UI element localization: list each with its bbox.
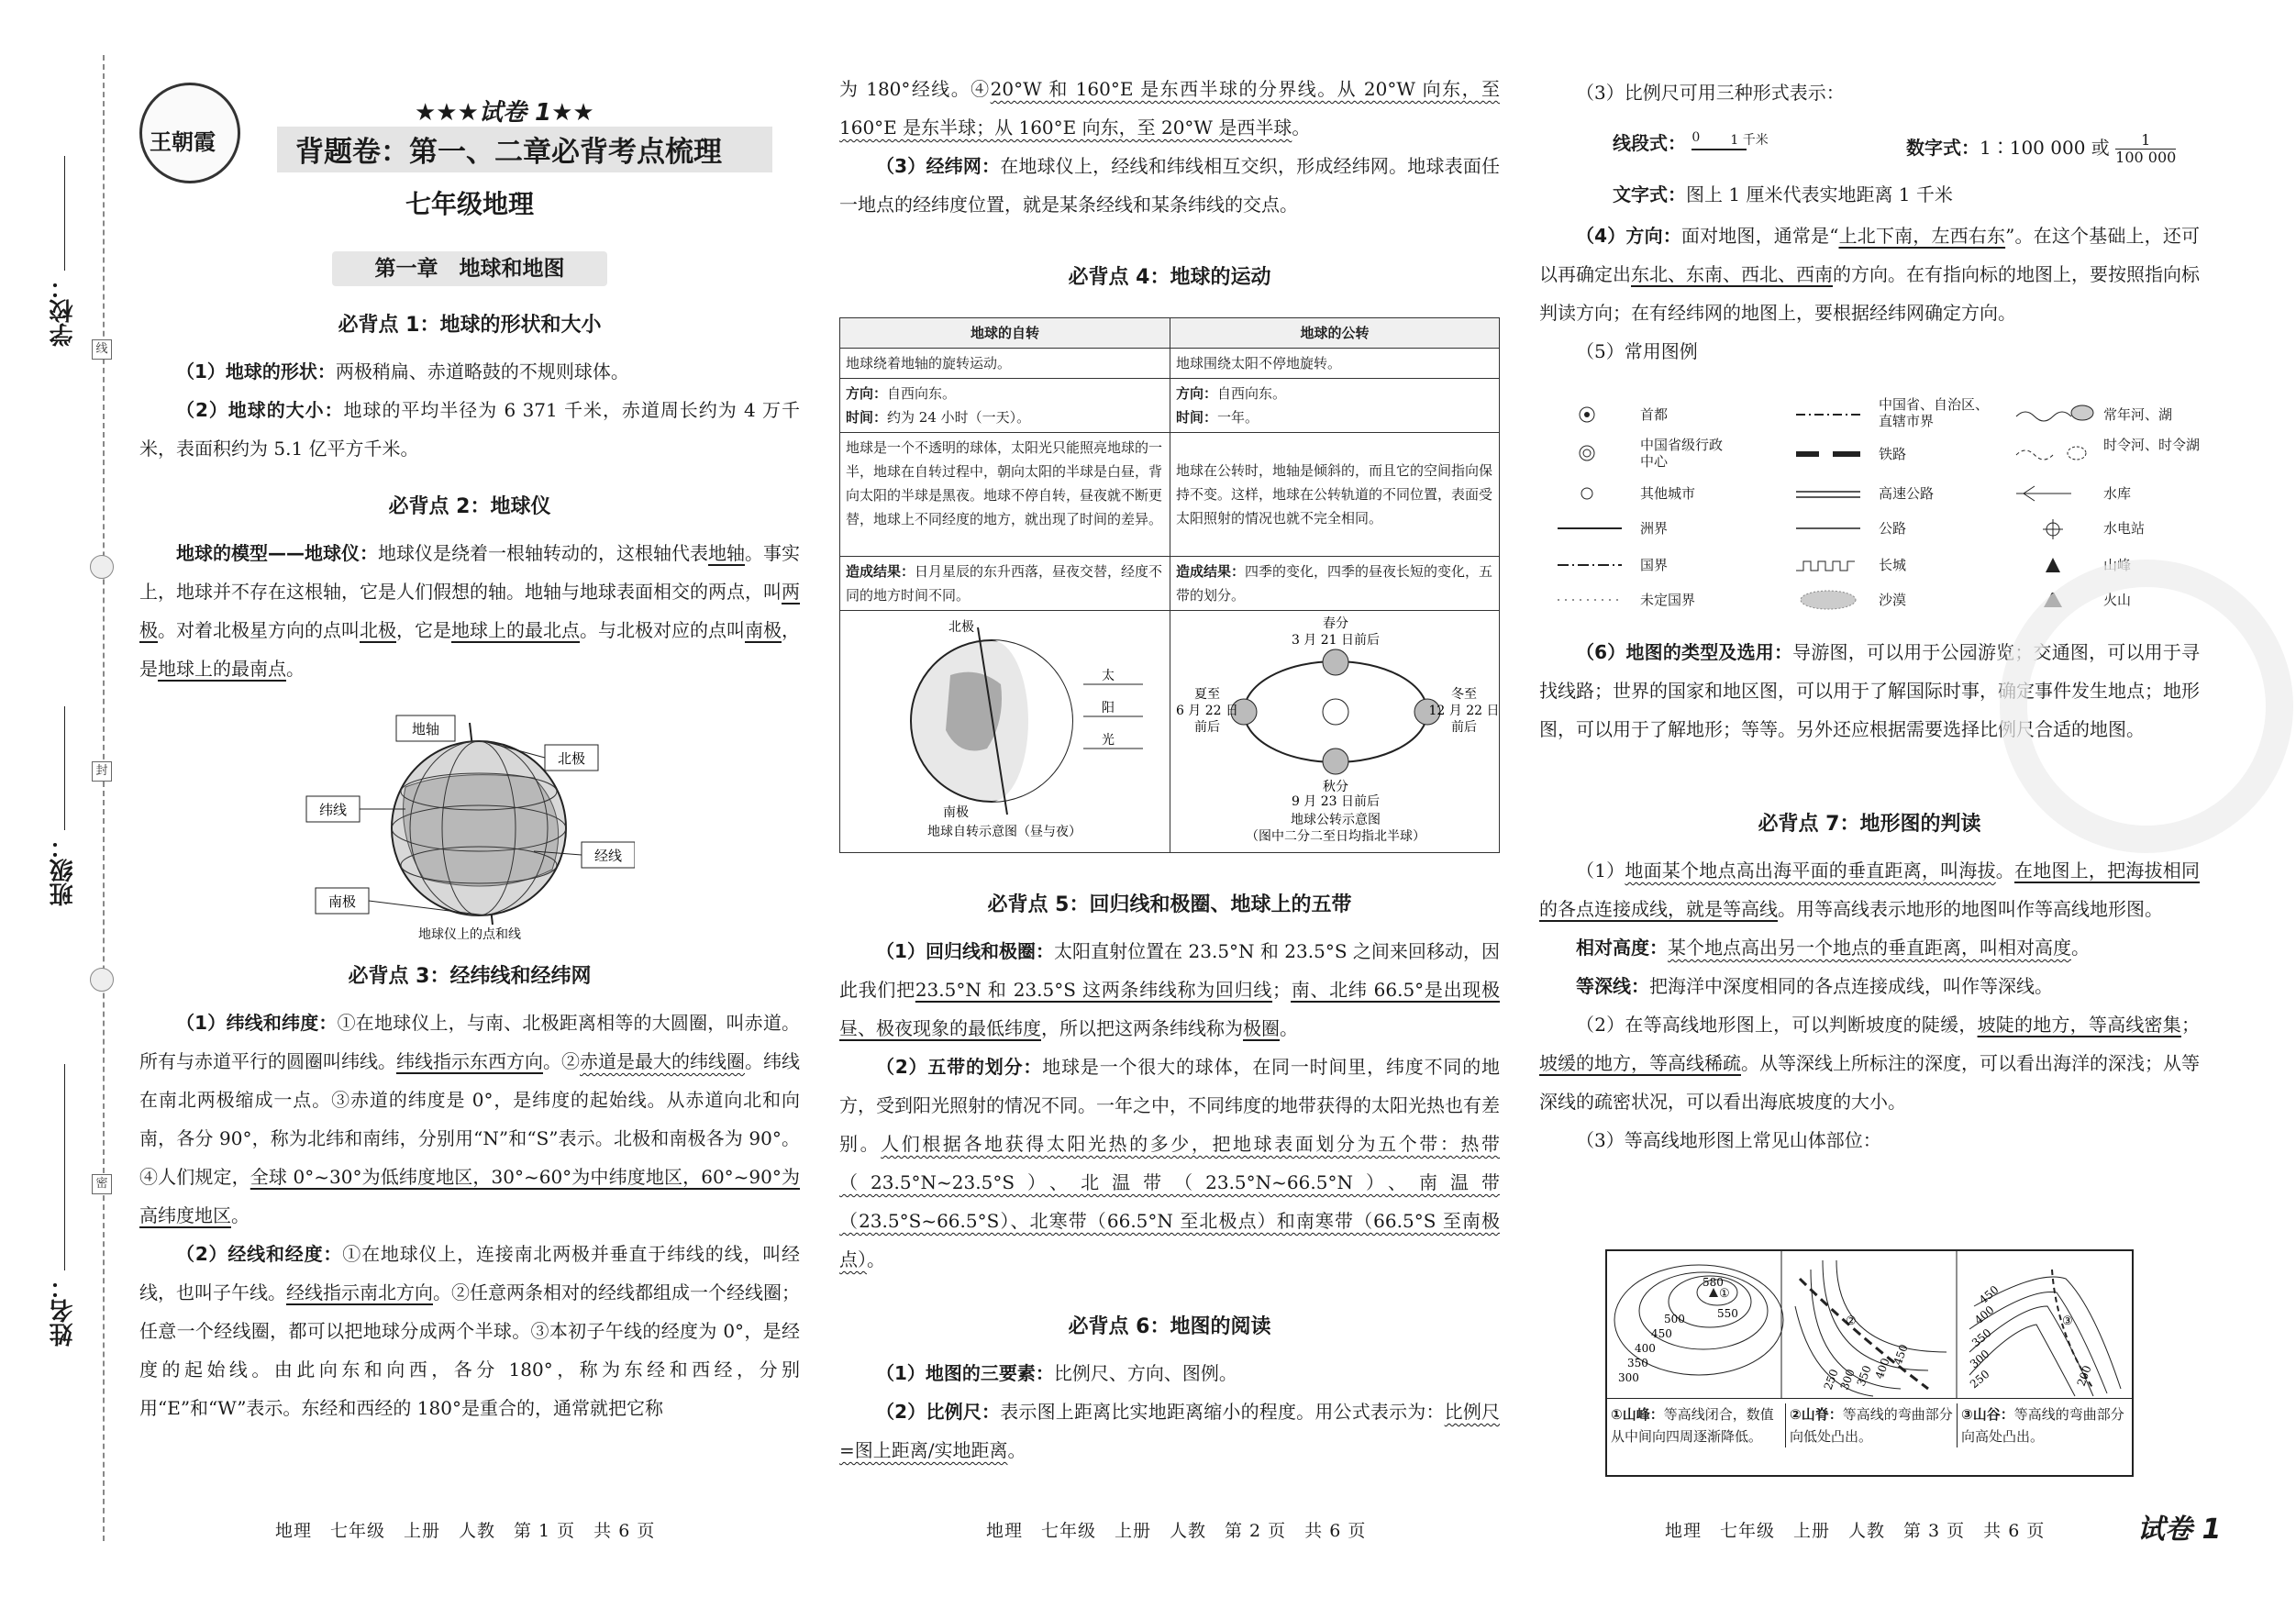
- legend-label: 首都: [1640, 406, 1669, 423]
- legend-label: 未定国界: [1640, 592, 1696, 608]
- svg-text:580: 580: [1703, 1276, 1724, 1289]
- legend-label: 洲界: [1640, 520, 1669, 537]
- table-cell: [840, 611, 1170, 853]
- north-label: 北极: [948, 620, 974, 635]
- svg-text:300: 300: [1618, 1371, 1639, 1384]
- seasonal-river-symbol: [2016, 450, 2053, 460]
- ridge-caption: ②山脊：等高线的弯曲部分向低处凸出。: [1785, 1403, 1954, 1447]
- svg-text:250: 250: [1821, 1367, 1841, 1392]
- svg-text:450: 450: [1976, 1282, 2002, 1307]
- table-cell: 造成结果：四季的变化，四季的昼夜长短的变化，五带的划分。: [1170, 557, 1500, 611]
- longitude-label: 经线: [593, 848, 623, 864]
- peak-caption: ①山峰：等高线闭合，数值从中间向四周逐渐降低。: [1611, 1406, 1774, 1445]
- sun-char: 太: [1102, 669, 1115, 683]
- river-symbol: [2016, 412, 2071, 421]
- page-title: 背题卷：第一、二章必背考点梳理: [295, 136, 722, 169]
- svg-text:500: 500: [1664, 1313, 1685, 1325]
- seal-xian: 线: [92, 339, 112, 360]
- south-label: 南极: [943, 805, 969, 820]
- city-symbol: [1581, 488, 1592, 499]
- section-body: （6）地图的类型及选用：导游图，可以用于公园游览；交通图，可以用于寻找线路；世界的国家和地区图，可以用于了解国际时事，确定事件发生地点；地形图，可以用于了解地形；等等。另外还应根据需要选择比例尺合适的地图。: [1539, 641, 2201, 740]
- table-cell: 地球绕着地轴的旋转运动。: [840, 349, 1170, 379]
- autumn-label: 秋分: [1323, 780, 1348, 794]
- svg-text:350: 350: [1854, 1363, 1874, 1389]
- watermark-stamp: [2000, 560, 2293, 853]
- great-wall-symbol: [1796, 561, 1855, 571]
- brand-logo: [139, 83, 240, 183]
- binding-margin: [0, 0, 119, 1597]
- scale-numeric: 数字式：1∶100 000 或 $\frac{1}{100 000}$: [1906, 131, 2177, 166]
- page-footer-3: 地理 七年级 上册 人教 第 3 页 共 6 页: [1665, 1521, 2046, 1541]
- svg-text:③: ③: [2062, 1314, 2073, 1328]
- chapter-title: 第一章 地球和地图: [374, 257, 565, 281]
- summer-date: 6 月 22 日: [1175, 704, 1239, 718]
- legend-label: 时令河、时令湖: [2103, 437, 2201, 453]
- sun-circle: [1323, 699, 1348, 725]
- page-footer-2: 地理 七年级 上册 人教 第 2 页 共 6 页: [986, 1521, 1367, 1541]
- svg-text:300: 300: [1967, 1347, 1992, 1371]
- footer-exam-label: 试卷 1: [2137, 1514, 2222, 1546]
- latitude-label: 纬线: [318, 802, 348, 818]
- section-body: [1539, 73, 2200, 112]
- col-header-rotation: 地球的自转: [840, 318, 1170, 349]
- section-heading: 必背点 7：地形图的判读: [1758, 813, 1981, 836]
- globe-figure: [305, 714, 635, 943]
- paragraph: （3）等高线地形图上常见山体部位：: [1576, 1129, 1881, 1151]
- legend-label: 其他城市: [1640, 485, 1696, 502]
- axis-label: 地轴: [411, 721, 440, 738]
- globe-caption: 地球仪上的点和线: [418, 927, 521, 942]
- svg-text:300: 300: [1837, 1367, 1858, 1392]
- winter-label: 冬至: [1451, 687, 1477, 702]
- legend-label: 常年河、湖: [2103, 406, 2173, 423]
- svg-text:250: 250: [1967, 1367, 1992, 1392]
- legend-label: 铁路: [1879, 446, 1907, 462]
- autumn-date: 9 月 23 日前后: [1291, 794, 1381, 809]
- revolution-caption: 地球公转示意图: [1291, 813, 1381, 827]
- seal-mi: 密: [92, 1174, 112, 1194]
- spring-label: 春分: [1323, 616, 1348, 631]
- table-cell: 方向：自西向东。 时间：约为 24 小时（一天）。: [840, 379, 1170, 433]
- section-body: （1）地图的三要素：比例尺、方向、图例。 （2）比例尺：表示图上距离比实地距离缩小的程度。用公式表示为：比例尺=图上距离/实地距离。: [839, 1362, 1501, 1461]
- cut-line: [103, 55, 105, 1541]
- table-cell: 造成结果：日月星辰的东升西落，昼夜交替，经度不同的地方时间不同。: [840, 557, 1170, 611]
- svg-text:350: 350: [1627, 1357, 1648, 1370]
- peak-map: [1614, 1265, 1783, 1384]
- scale-text: 文字式：图上 1 厘米代表实地距离 1 千米: [1613, 183, 1953, 205]
- summer-label: 夏至: [1194, 687, 1220, 702]
- school-label: 学校：: [50, 275, 77, 347]
- north-pole-label: 北极: [557, 750, 586, 767]
- school-blank: [64, 156, 65, 271]
- section-body: 地球的模型——地球仪：地球仪是绕着一根轴转动的，这根轴代表地轴。事实上，地球并不存在这根轴，它是人们假想的轴。地轴与地球表面相交的两点，叫两极。对着北极星方向的点叫北极，它是地球上的最北点。与北极对应的点叫南极，是地球上的最南点。: [139, 542, 800, 680]
- col-header-revolution: 地球的公转: [1170, 318, 1500, 349]
- section-body: （1）地面某个地点高出海平面的垂直距离，叫海拔。在地图上，把海拔相同的各点连接成线，就是等高线。用等高线表示地形的地图叫作等高线地形图。 相对高度：某个地点高出另一个地点的垂直距离，叫相对高度。 等深线：把海洋中深度相同的各点连接成线，叫作等深线。 （2）在等高线地形图上，可以判断坡度的陡缓，坡陡的地方，等高线密集；坡缓的地方，等高线稀疏。从等深线上所标注的深度，可以看出海洋的深浅；从等深线的疏密状况，可以看出海底坡度的大小。 （3）等高线地形图上常见山体部位：: [1539, 851, 2200, 1159]
- continent-shape: [404, 775, 559, 886]
- table-cell: 地球是一个不透明的球体，太阳光只能照亮地球的一半，地球在自转过程中，朝向太阳的半球是白昼，背向太阳的半球是黑夜。地球不停自转，昼夜就不断更替，地球上不同经度的地方，就出现了时间的差异。: [840, 433, 1170, 557]
- table-cell: [1170, 611, 1500, 853]
- south-pole-label: 南极: [327, 893, 357, 910]
- svg-text:200: 200: [2074, 1363, 2094, 1389]
- winter-date-2: 前后: [1451, 720, 1477, 735]
- exam-label-text: 试卷 1: [478, 99, 552, 127]
- reservoir-symbol: [2016, 486, 2071, 501]
- legend-label: 国界: [1640, 557, 1669, 573]
- legend-label: 沙漠: [1879, 592, 1907, 608]
- legend-label: 高速公路: [1879, 485, 1935, 502]
- legend-label: 中国省、自治区、直辖市界: [1879, 396, 1990, 429]
- contour-figure: [1605, 1249, 2134, 1477]
- section-heading: 必背点 4：地球的运动: [1068, 266, 1271, 289]
- scale-bar: 0 1 千米: [1691, 132, 1792, 158]
- brand-logo-text: 王朝霞: [150, 129, 216, 155]
- sun-char: 阳: [1102, 701, 1115, 715]
- legend-label: 公路: [1879, 520, 1907, 537]
- svg-text:450: 450: [1651, 1327, 1672, 1340]
- earth-spring: [1323, 649, 1348, 675]
- table-cell: 地球在公转时，地轴是倾斜的，而且它的空间指向保持不变。这样，地球在公转轨道的不同位置，表面受太阳照射的情况也就不完全相同。: [1170, 433, 1500, 557]
- name-blank: [64, 1064, 65, 1270]
- svg-text:550: 550: [1717, 1307, 1738, 1320]
- valley-caption: ③山谷：等高线的弯曲部分向高处凸出。: [1957, 1403, 2131, 1447]
- scale-fraction: $\frac{1}{100 000}$: [2115, 131, 2177, 166]
- rotation-figure: [840, 611, 1169, 845]
- section-body: 为 180°经线。④20°W 和 160°E 是东西半球的分界线。从 20°W 向东，至 160°E 是东半球；从 160°E 向东，至 20°W 是西半球。 （3）经纬网：在地球仪上，经线和纬线相互交织，形成经纬网。地球表面任一地点的经纬度位置，就是某条经线和某条纬线的交点。: [839, 78, 1501, 216]
- section-heading: 必背点 3：经纬线和经纬网: [348, 965, 592, 988]
- table-cell: 方向：自西向东。 时间：一年。: [1170, 379, 1500, 433]
- svg-text:②: ②: [1846, 1314, 1857, 1328]
- section-heading: 必背点 1：地球的形状和大小: [338, 314, 602, 337]
- svg-text:350: 350: [1969, 1325, 1994, 1350]
- table-cell: 地球围绕太阳不停地旋转。: [1170, 349, 1500, 379]
- spring-date: 3 月 21 日前后: [1291, 633, 1381, 648]
- contour-maps: [1607, 1251, 2132, 1398]
- revolution-caption-2: （图中二分二至日均指北半球）: [1246, 829, 1425, 844]
- section-heading: 必背点 2：地球仪: [388, 495, 551, 518]
- peak-symbol: [2046, 558, 2060, 572]
- sun-char: 光: [1102, 733, 1115, 748]
- legend-label: 火山: [2103, 592, 2132, 608]
- legend-label: 水库: [2103, 485, 2132, 502]
- subject-title: 七年级地理: [405, 189, 534, 219]
- name-label: 姓名：: [50, 1275, 77, 1347]
- section-body: （1）地球的形状：两极稍扁、赤道略鼓的不规则球体。 （2）地球的大小：地球的平均半径为 6 371 千米，赤道周长约为 4 万千米，表面积约为 5.1 亿平方千米。: [139, 360, 800, 460]
- class-blank: [64, 706, 65, 830]
- exam-label: ★★★试卷 1★★: [415, 99, 594, 127]
- section-body: （1）纬线和纬度：①在地球仪上，与南、北极距离相等的大圆圈，叫赤道。所有与赤道平行的圆圈叫纬线。纬线指示东西方向。②赤道是最大的纬线圈。纬线在南北两极缩成一点。③赤道的纬度是 0°，是纬度的起始线。从赤道向北和向南，各分 90°，称为北纬和南纬，分别用“N”和“S”表示。北极和南极各为 90°。④人们规定，全球 0°~30°为低纬度地区，30°~60°为中纬度地区，60°~90°为高纬度地区。 （2）经线和经度：①在地球仪上，连接南北两极并垂直于纬线的线，叫经线，也叫子午线。经线指示南北方向。②任意两条相对的经线都组成一个经线圈；任意一个经线圈，都可以把地球分成两个半球。③本初子午线的经度为 0°，是经度的起始线。由此向东和向西，各分 180°，称为东经和西经，分别用“E”和“W”表示。东经和西经的 180°是重合的，通常就把它称: [139, 1012, 801, 1419]
- binding-hole: [90, 555, 114, 579]
- scale-line: 线段式： 0 1 千米: [1613, 128, 1792, 158]
- valley-map: [1968, 1270, 2121, 1396]
- section-body: （4）方向：面对地图，通常是“上北下南，左西右东”。在这个基础上，还可以再确定出东北、东南、西北、西南的方向。在有指向标的地图上，要按照指向标判读方向；在有经纬网的地图上，要根据经纬网确定方向。 （5）常用图例: [1539, 216, 2200, 371]
- svg-text:400: 400: [1635, 1342, 1656, 1355]
- desert-symbol: [1801, 591, 1856, 609]
- section-body: （1）回归线和极圈：太阳直射位置在 23.5°N 和 23.5°S 之间来回移动，因此我们把23.5°N 和 23.5°S 这两条纬线称为回归线；南、北纬 66.5°是出现极昼、极夜现象的最低纬度，所以把这两条纬线称为极圈。 （2）五带的划分：地球是一个很大的球体，在同一时间里，纬度不同的地方，受到阳光照射的情况不同。一年之中，不同纬度的地带获得的太阳光热也有差别。人们根据各地获得太阳光热的多少，把地球表面划分为五个带：热带（23.5°N~23.5°S）、北温带（23.5°N~66.5°N）、南温带（23.5°S~66.5°S）、北寒带（66.5°N 至北极点）和南寒带（66.5°S 至南极点）。: [839, 940, 1501, 1270]
- svg-text:400: 400: [1872, 1356, 1892, 1381]
- provincial-symbol: [1580, 446, 1594, 460]
- binding-hole: [90, 968, 114, 992]
- page-footer-1: 地理 七年级 上册 人教 第 1 页 共 6 页: [275, 1521, 656, 1541]
- seal-feng: 封: [92, 761, 112, 782]
- class-label: 班级：: [50, 835, 77, 906]
- revolution-figure: [1170, 611, 1499, 845]
- legend-label: 长城: [1879, 557, 1907, 573]
- rotation-caption: 地球自转示意图（昼与夜）: [927, 825, 1081, 839]
- paragraph: （5）常用图例: [1576, 340, 1698, 362]
- legend-label: 水电站: [2103, 520, 2146, 537]
- svg-text:400: 400: [1971, 1303, 1997, 1327]
- section-heading: 必背点 6：地图的阅读: [1068, 1315, 1271, 1338]
- ridge-map: [1795, 1260, 1947, 1396]
- summer-date-2: 前后: [1194, 720, 1220, 735]
- svg-text:①: ①: [1719, 1287, 1730, 1301]
- section-heading: 必背点 5：回归线和极圈、地球上的五带: [987, 893, 1352, 916]
- winter-date: 12 月 22 日: [1428, 704, 1499, 718]
- legend-label: 中国省级行政中心: [1640, 437, 1724, 470]
- earth-motion-table: [839, 317, 1500, 853]
- paragraph: （3）比例尺可用三种形式表示：: [1576, 82, 1845, 104]
- earth-autumn: [1323, 749, 1348, 774]
- legend-label: 山峰: [2103, 557, 2132, 573]
- svg-text:450: 450: [1891, 1342, 1911, 1368]
